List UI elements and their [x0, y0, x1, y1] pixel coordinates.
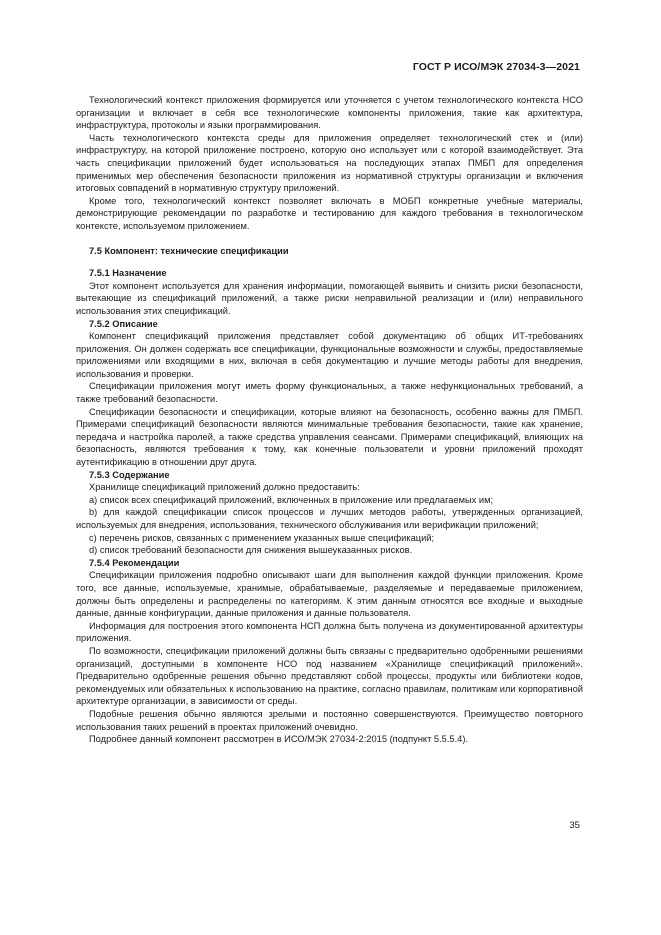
- standard-header: ГОСТ Р ИСО/МЭК 27034-3—2021: [412, 61, 580, 73]
- list-item: d) список требований безопасности для снижения вышеуказанных рисков.: [89, 545, 413, 556]
- paragraph: Компонент спецификаций приложения представляет собой документацию об общих ИТ-требованиях приложения. Он должен содержать все спецификации, функциональные возможности и службы, предоставляемые приложениями или входящими в них, включая в себя документацию и лучшие методы работы для внедрения, использования и проверки.: [76, 331, 583, 379]
- paragraph: Подобные решения обычно являются зрелыми и постоянно совершенствуются. Преимущество повторного использования таких решений в проектах приложений очевидно.: [76, 708, 583, 732]
- intro-paragraph: Технологический контекст приложения формируется или уточняется с учетом технологического контекста НСО организации и включает в себя все технологические компоненты приложения, такие как архитектура, инфраструктура, протоколы и языки программирования.: [76, 95, 583, 131]
- paragraph: Этот компонент используется для хранения информации, помогающей выявить и снизить риски безопасности, вытекающие из спецификаций приложений, а также риски неправильной реализации и (или) неправильного использования этих спецификаций.: [76, 280, 583, 316]
- intro-paragraph: Кроме того, технологический контекст позволяет включать в МОБП конкретные учебные материалы, демонстрирующие рекомендации по разработке и тестированию для каждого требования в технологическом контексте, используемом приложением.: [76, 195, 583, 231]
- subsection-title-751: 7.5.1 Назначение: [89, 268, 167, 279]
- section-title: 7.5 Компонент: технические спецификации: [89, 245, 289, 256]
- paragraph: Подробнее данный компонент рассмотрен в ИСО/МЭК 27034-2:2015 (подпункт 5.5.5.4).: [89, 734, 469, 745]
- list-item: a) список всех спецификаций приложений, включенных в приложение или предлагаемых им;: [89, 494, 494, 505]
- paragraph: Спецификации приложения подробно описывают шаги для выполнения каждой функции приложения. Кроме того, все данные, используемые, хранимые, обрабатываемые, разделяемые и передаваемые приложением, должны быть определены и распределены по категориям. К этим данным относятся все входные и выходные данные, данные конфигурации, данные приложения и данные пользователя.: [76, 570, 583, 619]
- list-item: b) для каждой спецификации список процессов и лучших методов работы, утвержденных организацией, используемых для внедрения, использования, технического обслуживания или верификации приложений;: [76, 507, 583, 530]
- paragraph: Спецификации безопасности и спецификации, которые влияют на безопасность, особенно важны для ПМБП. Примерами спецификаций безопасности являются минимальные требования безопасности, такие как хранение, передача и настройка паролей, а также средства управления сеансами. Примерами спецификаций, влияющих на безопасность, являются требования к тому, как конечные пользователи и уровни приложений проходят аутентификацию в отношении друг друга.: [76, 406, 583, 468]
- paragraph: По возможности, спецификации приложений должны быть связаны с предварительно одобренными решениями организаций, доступными в компоненте НСО под названием «Хранилище спецификаций приложений». Предварительно одобренные решения обычно представляют собой процессы, продукты или библиотеки кодов, рекомендуемых или обязательных к использованию на практике, согласно правилам, политикам или корпоративной архитектуре организации, в зависимости от среды.: [76, 645, 583, 707]
- list-item: c) перечень рисков, связанных с применением указанных выше спецификаций;: [89, 532, 435, 543]
- subsection-title-752: 7.5.2 Описание: [89, 318, 158, 329]
- subsection-title-753: 7.5.3 Содержание: [89, 469, 170, 480]
- paragraph: Спецификации приложения могут иметь форму функциональных, а также нефункциональных требований, а также требований безопасности.: [76, 381, 583, 405]
- page-content: [76, 94, 583, 746]
- subsection-title-754: 7.5.4 Рекомендации: [89, 557, 180, 568]
- intro-paragraph: Часть технологического контекста среды для приложения определяет технологический стек и (или) инфраструктуру, на которой приложение построено, которую оно использует или с которой взаимодействует. Эта часть спецификации приложений будет использоваться на последующих этапах ПМБП для определения применимых мер обеспечения безопасности приложения из нормативной структуры организации и включения итоговых совпадений в нормативную структуру приложений.: [76, 132, 583, 194]
- paragraph: Хранилище спецификаций приложений должно предоставить:: [89, 482, 360, 493]
- page-number: 35: [569, 820, 580, 831]
- paragraph: Информация для построения этого компонента НСП должна быть получена из документированной архитектуры приложения.: [76, 620, 583, 644]
